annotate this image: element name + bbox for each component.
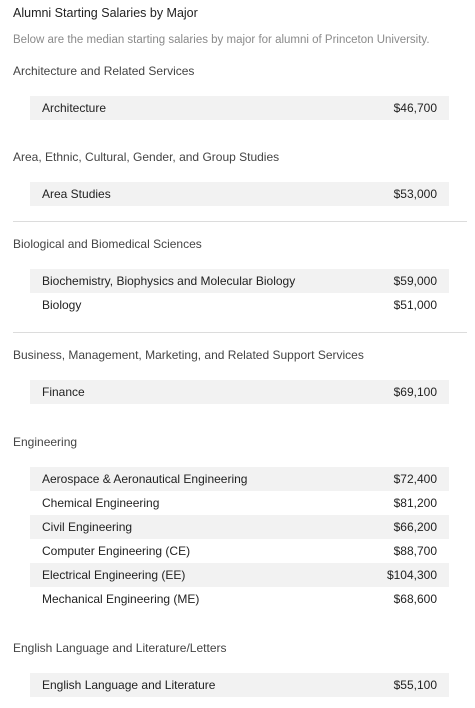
salary-value: $66,200 bbox=[393, 520, 437, 534]
category-heading: Architecture and Related Services bbox=[13, 64, 195, 78]
major-name: Aerospace & Aeronautical Engineering bbox=[42, 472, 248, 486]
salary-value: $68,600 bbox=[393, 592, 437, 606]
salary-value: $53,000 bbox=[393, 187, 437, 201]
salary-row bbox=[30, 182, 449, 206]
salary-row bbox=[30, 515, 449, 539]
category-heading: Business, Management, Marketing, and Related Support Services bbox=[13, 348, 364, 362]
page-subtitle: Below are the median starting salaries by major for alumni of Princeton University. bbox=[13, 34, 430, 46]
salary-row bbox=[30, 380, 449, 404]
major-name: Area Studies bbox=[42, 187, 111, 201]
salary-value: $72,400 bbox=[393, 472, 437, 486]
category-heading: Area, Ethnic, Cultural, Gender, and Group Studies bbox=[13, 150, 280, 164]
page-title: Alumni Starting Salaries by Major bbox=[13, 6, 198, 20]
major-name: Mechanical Engineering (ME) bbox=[42, 592, 200, 606]
major-name: Biology bbox=[42, 298, 82, 312]
category-heading: Engineering bbox=[13, 435, 78, 449]
salary-row bbox=[30, 467, 449, 491]
salary-row bbox=[30, 587, 449, 611]
salary-row bbox=[30, 96, 449, 120]
major-name: Computer Engineering (CE) bbox=[42, 544, 191, 558]
salary-value: $88,700 bbox=[393, 544, 437, 558]
salary-value: $55,100 bbox=[393, 678, 437, 692]
category-heading: English Language and Literature/Letters bbox=[13, 641, 227, 655]
salary-row bbox=[30, 539, 449, 563]
major-name: Electrical Engineering (EE) bbox=[42, 568, 186, 582]
major-name: Chemical Engineering bbox=[42, 496, 160, 510]
salary-value: $46,700 bbox=[393, 101, 437, 115]
salary-row bbox=[30, 563, 449, 587]
major-name: English Language and Literature bbox=[42, 678, 216, 692]
major-name: Architecture bbox=[42, 101, 107, 115]
major-name: Civil Engineering bbox=[42, 520, 133, 534]
section-divider bbox=[13, 221, 467, 222]
salary-row bbox=[30, 293, 449, 317]
salary-value: $69,100 bbox=[393, 385, 437, 399]
salary-value: $51,000 bbox=[393, 298, 437, 312]
salary-value: $81,200 bbox=[393, 496, 437, 510]
salary-value: $59,000 bbox=[393, 274, 437, 288]
section-divider bbox=[13, 332, 467, 333]
major-name: Finance bbox=[42, 385, 85, 399]
salary-row bbox=[30, 269, 449, 293]
category-heading: Biological and Biomedical Sciences bbox=[13, 237, 202, 251]
salary-row bbox=[30, 673, 449, 697]
salary-row bbox=[30, 491, 449, 515]
major-name: Biochemistry, Biophysics and Molecular Biology bbox=[42, 274, 296, 288]
salary-value: $104,300 bbox=[386, 568, 437, 582]
